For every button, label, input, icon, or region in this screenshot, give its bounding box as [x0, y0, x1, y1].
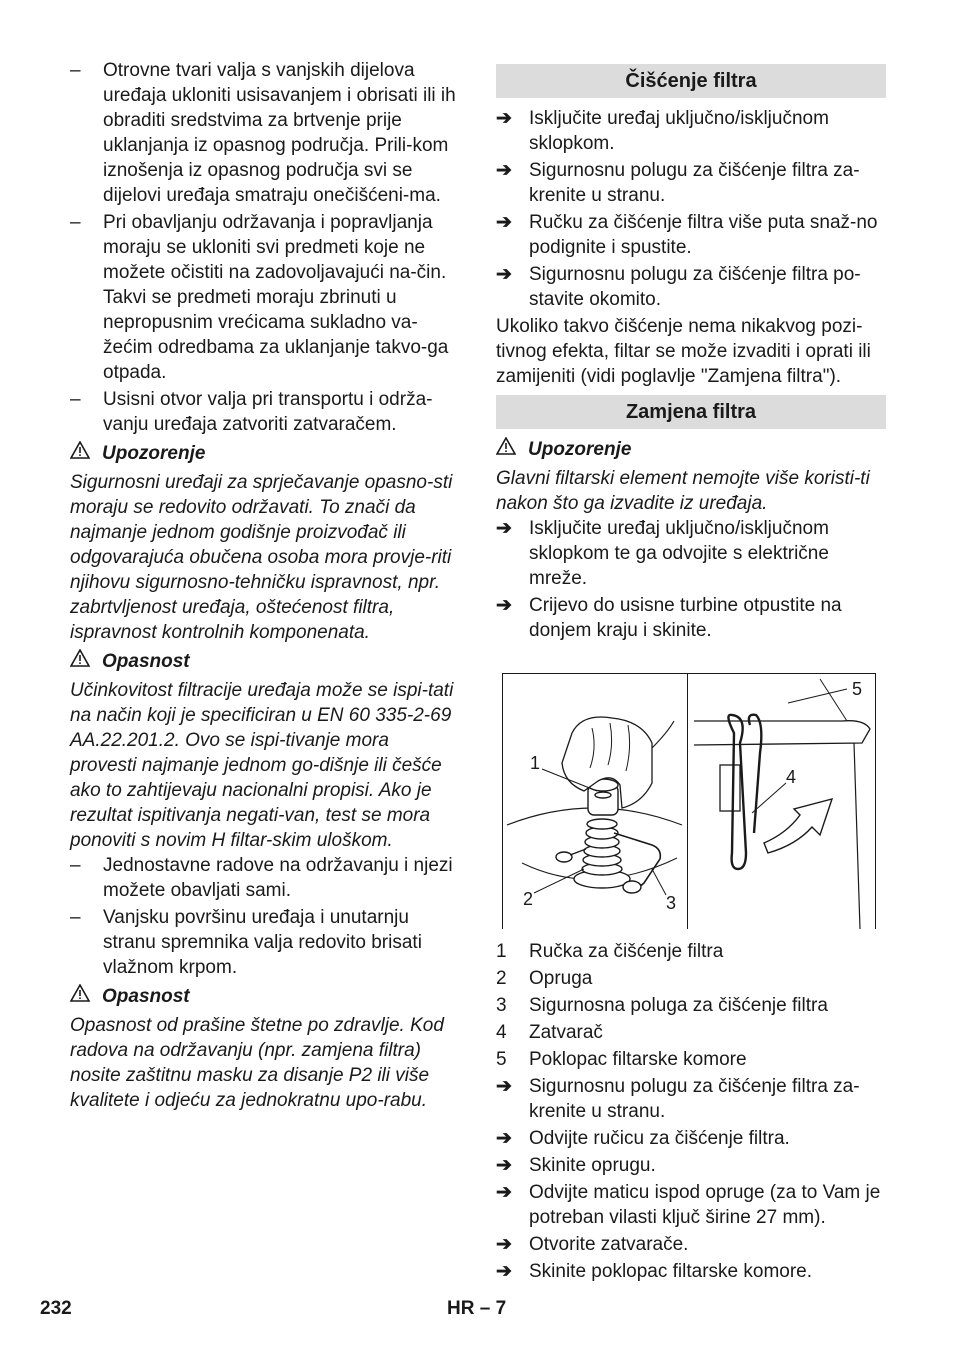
arrow-right-icon: ➔: [496, 1234, 512, 1255]
left-column: [70, 58, 460, 1113]
list-item: ➔ Sigurnosnu polugu za čišćenje filtra za-krenite u stranu.: [496, 160, 860, 206]
callout-label: 2: [523, 889, 534, 909]
arrow-right-icon: ➔: [496, 108, 512, 129]
warning-heading: Upozorenje: [70, 441, 460, 466]
list-item: – Jednostavne radove na održavanju i njezi možete obavljati sami.: [70, 855, 453, 901]
legend-item: 5 Poklopac filtarske komore: [496, 1049, 747, 1070]
section-heading: Zamjena filtra: [496, 395, 886, 429]
list-item: – Pri obavljanju održavanja i popravljanja moraju se ukloniti svi predmeti koje ne možete očistiti na zadovoljavajući na-čin. Takvi se predmeti moraju zbrinuti u nepropusnim vrećicama sukladno va-žećim odredbama za uklanjanje takvo-ga otpada.: [70, 212, 449, 383]
list-item: ➔ Sigurnosnu polugu za čišćenje filtra za-krenite u stranu.: [496, 1076, 860, 1122]
danger-text: Učinkovitost filtracije uređaja može se ispi-tati na način koji je specificiran u EN 60 335-2-69 AA.22.201.2. Ovo se ispi-tivanje mora provesti najmanje jednom go-dišnje ili češće ako to zahtijevaju nacionalni propisi. Ako je rezultat ispitivanja negati-van, test se mora ponoviti s novim H filtar-skim uloškom.: [70, 680, 454, 851]
list-item: ➔ Otvorite zatvarače.: [496, 1234, 689, 1255]
steps-list-1: [496, 106, 886, 312]
list-item: ➔ Odvijte maticu ispod opruge (za to Vam je potreban vilasti ključ širine 27 mm).: [496, 1182, 881, 1228]
list-item: ➔ Odvijte ručicu za čišćenje filtra.: [496, 1128, 790, 1149]
steps-list-2a: [496, 516, 886, 643]
list-item: ➔ Skinite poklopac filtarske komore.: [496, 1261, 813, 1282]
filter-diagram: [502, 673, 876, 929]
filter-illustration: [502, 673, 876, 929]
warning-heading: Upozorenje: [496, 437, 886, 462]
warning-triangle-icon: [70, 984, 92, 1009]
arrow-right-icon: ➔: [496, 1261, 512, 1282]
figure-legend: [496, 939, 886, 1072]
list-item: – Vanjsku površinu uređaja i unutarnju stranu spremnika valja redovito brisati vlažnom krpom.: [70, 907, 422, 978]
warning-text: Glavni filtarski element nemojte više koristi-ti nakon što ga izvadite iz uređaja.: [496, 468, 870, 514]
list-item: ➔ Sigurnosnu polugu za čišćenje filtra po-stavite okomito.: [496, 264, 861, 310]
page-number: 232: [40, 1298, 72, 1319]
list-item: ➔ Crijevo do usisne turbine otpustite na donjem kraju i skinite.: [496, 595, 842, 641]
right-column: [496, 64, 886, 1286]
callout-label: 5: [852, 679, 863, 699]
legend-item: 4 Zatvarač: [496, 1022, 603, 1043]
warning-text: Sigurnosni uređaji za sprječavanje opasno-sti moraju se redovito održavati. To znači da najmanje jednom godišnje proizvođač ili odgovarajuća obučena osoba mora provje-riti njihovu sigurnosno-tehničku ispravnost, npr. zabrtvljenost uređaja, oštećenost filtra, ispravnost kontrolnih komponenata.: [70, 472, 453, 643]
section-heading: Čišćenje filtra: [496, 64, 886, 98]
callout-label: 4: [786, 767, 797, 787]
danger-heading: Opasnost: [70, 984, 460, 1009]
legend-item: 3 Sigurnosna poluga za čišćenje filtra: [496, 995, 828, 1016]
legend-item: 2 Opruga: [496, 968, 593, 989]
arrow-right-icon: ➔: [496, 212, 512, 233]
language-page-label: HR – 7: [447, 1298, 507, 1319]
arrow-right-icon: ➔: [496, 1182, 512, 1203]
legend-item: 1 Ručka za čišćenje filtra: [496, 941, 724, 962]
note-text: Ukoliko takvo čišćenje nema nikakvog pozi-tivnog efekta, filtar se može izvaditi i oprati ili zamijeniti (vidi poglavlje "Zamjena filtra").: [496, 316, 871, 387]
list-item: – Usisni otvor valja pri transportu i održa-vanju uređaja zatvoriti zatvaračem.: [70, 389, 433, 435]
list-item: ➔ Isključite uređaj uključno/isključnom sklopkom te ga odvojite s električne mreže.: [496, 518, 829, 589]
callout-label: 3: [666, 893, 677, 913]
list-item: ➔ Ručku za čišćenje filtra više puta snaž-no podignite i spustite.: [496, 212, 878, 258]
arrow-right-icon: ➔: [496, 1128, 512, 1149]
dash-list-2: [70, 853, 460, 980]
arrow-right-icon: ➔: [496, 518, 512, 539]
arrow-right-icon: ➔: [496, 264, 512, 285]
danger-heading: Opasnost: [70, 649, 460, 674]
callout-label: 1: [530, 753, 541, 773]
list-item: ➔ Skinite oprugu.: [496, 1155, 656, 1176]
arrow-right-icon: ➔: [496, 1155, 512, 1176]
list-item: ➔ Isključite uređaj uključno/isključnom sklopkom.: [496, 108, 829, 154]
steps-list-2b: [496, 1074, 886, 1284]
arrow-right-icon: ➔: [496, 1076, 512, 1097]
dash-list-1: [70, 58, 460, 437]
warning-triangle-icon: [496, 437, 518, 462]
warning-triangle-icon: [70, 649, 92, 674]
arrow-right-icon: ➔: [496, 160, 512, 181]
warning-triangle-icon: [70, 441, 92, 466]
list-item: – Otrovne tvari valja s vanjskih dijelova uređaja ukloniti usisavanjem i obrisati ili ih obraditi sredstvima za brtvenje prije uklanjanja iz opasnog područja. Prili-kom iznošenja iz opasnog područja svi se dijelovi uređaja smatraju onečišćeni-ma.: [70, 60, 456, 206]
danger-text: Opasnost od prašine štetne po zdravlje. Kod radova na održavanju (npr. zamjena filtra) nosite zaštitnu masku za disanje P2 ili više kvalitete i odjeću za jednokratnu upo-rabu.: [70, 1015, 444, 1111]
arrow-right-icon: ➔: [496, 595, 512, 616]
